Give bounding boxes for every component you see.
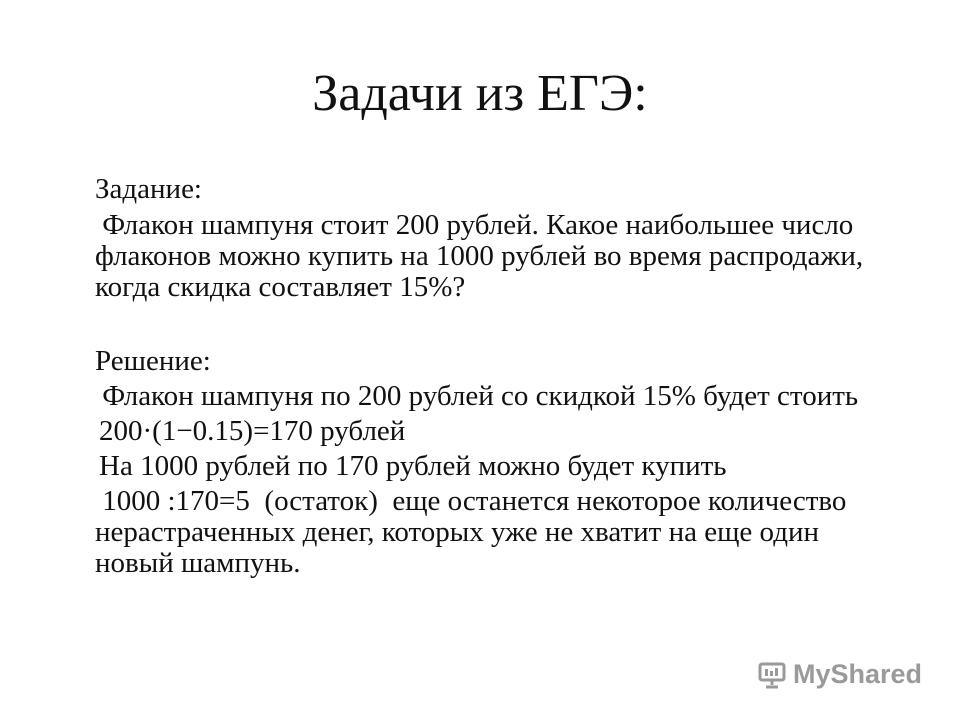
solution-step-1: Флакон шампуня по 200 рублей со скидкой 15% будет стоить <box>95 380 859 412</box>
solution-step-3: На 1000 рублей по 170 рублей можно будет купить <box>99 450 727 482</box>
task-label: Задание: <box>95 173 202 205</box>
solution-step-2: 200·(1−0.15)=170 рублей <box>99 415 406 447</box>
presentation-board-icon <box>757 660 787 690</box>
slide-content <box>95 170 895 579</box>
solution-label: Решение: <box>95 345 211 377</box>
slide-title: Задачи из ЕГЭ: <box>312 65 648 122</box>
watermark-logo <box>757 659 922 690</box>
task-text: Флакон шампуня стоит 200 рублей. Какое наибольшее число флаконов можно купить на 1000 рублей во время распродажи, когда скидка составляет 15%? <box>95 209 871 303</box>
solution-step-4: 1000 :170=5 (остаток) еще останется некоторое количество нерастраченных денег, которых уже не хватит на еще один новый шампунь. <box>95 485 854 579</box>
watermark-text: MyShared <box>792 659 922 689</box>
